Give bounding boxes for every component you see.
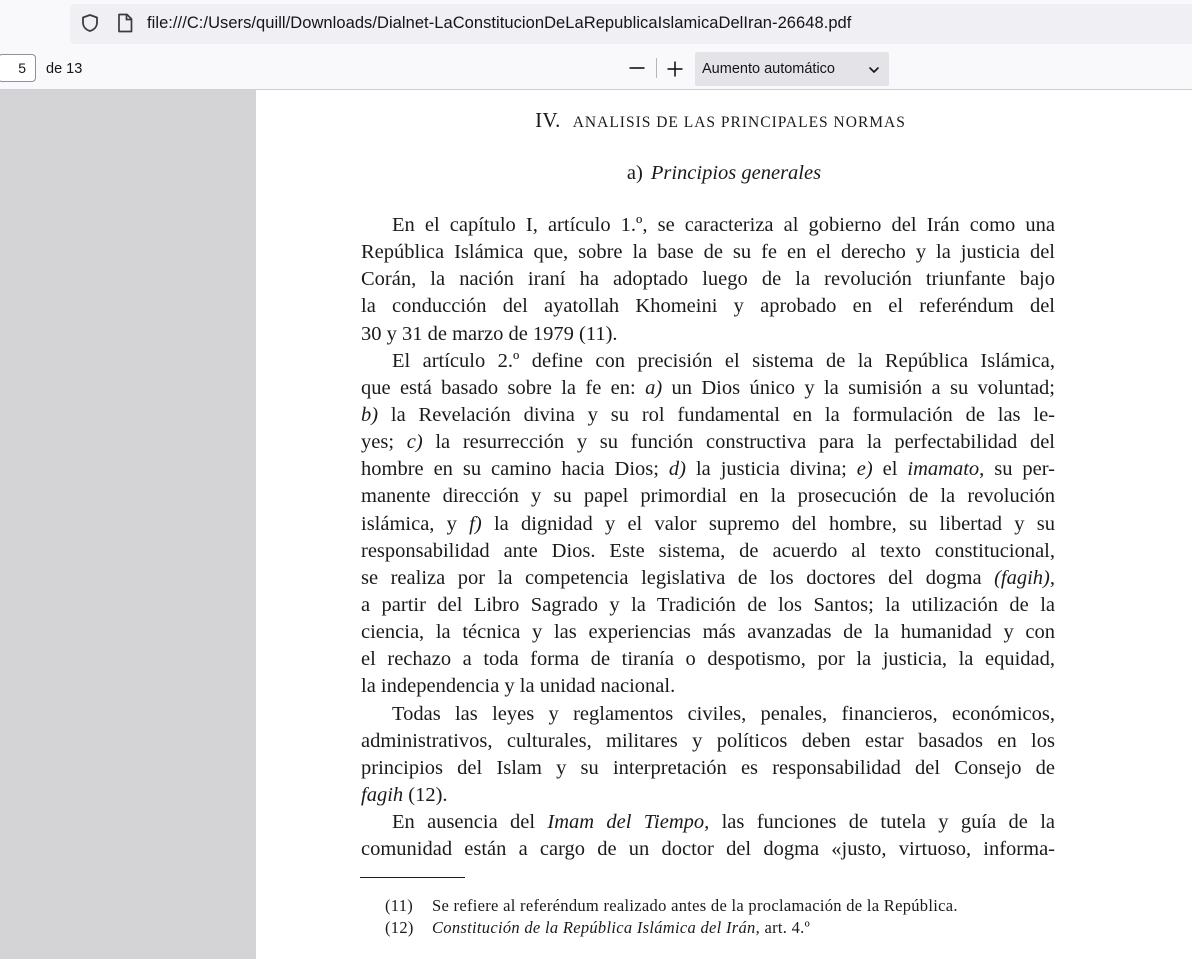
text-line bbox=[361, 429, 1055, 456]
text-line: a partir del Libro Sagrado y la Tradición de los Santos; la utilización de la bbox=[361, 593, 1055, 616]
text-line: manente dirección y su papel primordial en la prosecución de la revolución bbox=[361, 485, 1055, 508]
text-line: la conducción del ayatollah Khomeini y aprobado en el referéndum del bbox=[361, 295, 1055, 318]
text-run: su per- bbox=[984, 458, 1055, 481]
text-run-italic: (fagih), bbox=[994, 566, 1055, 589]
text-line: República Islámica que, sobre la base de su fe en el derecho y la justicia del bbox=[361, 241, 1055, 264]
pdf-page bbox=[256, 90, 1192, 959]
text-run: se realiza por la competencia legislativa de los doctores del dogma bbox=[361, 566, 995, 589]
text-run-italic: a) bbox=[645, 376, 663, 399]
footnote-number: (11) bbox=[385, 896, 414, 915]
subsection-letter: a) bbox=[626, 162, 643, 184]
paragraph-2 bbox=[361, 348, 1055, 701]
text-run: las funciones de tutela y guía de la bbox=[709, 811, 1055, 834]
page-count: de 13 bbox=[46, 61, 83, 77]
text-run-italic: imamato, bbox=[907, 458, 985, 481]
chevron-down-icon bbox=[867, 63, 881, 77]
text-run: (12). bbox=[403, 783, 448, 806]
text-run: el bbox=[872, 458, 908, 481]
text-line: 30 y 31 de marzo de 1979 (11). bbox=[361, 322, 618, 345]
footnote-number: (12) bbox=[385, 918, 414, 937]
footnote-text: art. 4.º bbox=[760, 918, 810, 937]
pdf-toolbar bbox=[0, 48, 1192, 90]
text-run: islámica, y bbox=[361, 512, 470, 535]
text-line: principios del Islam y su interpretación es responsabilidad del Consejo de bbox=[361, 756, 1055, 779]
text-line: ciencia, la técnica y las experiencias más avanzadas de la humanidad y con bbox=[361, 621, 1055, 644]
text-line bbox=[361, 511, 1055, 538]
text-run: un Dios único y la sumisión a su voluntad; bbox=[662, 376, 1055, 399]
text-run: la justicia divina; bbox=[686, 458, 857, 481]
shield-icon[interactable] bbox=[80, 13, 100, 33]
text-run: la Revelación divina y su rol fundamental en la formulación de las le- bbox=[378, 403, 1055, 426]
text-run-italic: c) bbox=[406, 431, 423, 454]
section-heading bbox=[256, 108, 1192, 133]
text-run-italic: fagih bbox=[361, 783, 404, 806]
paragraph-1 bbox=[361, 212, 1055, 348]
paragraph-3 bbox=[361, 701, 1055, 810]
footnote-12 bbox=[385, 917, 1055, 939]
text-run: hombre en su camino hacia Dios; bbox=[361, 458, 669, 481]
url-text[interactable]: file:///C:/Users/quill/Downloads/Dialnet-LaConstitucionDeLaRepublicaIslamicaDelIran-26648.pdf bbox=[147, 14, 852, 32]
text-line: responsabilidad ante Dios. Este sistema, de acuerdo al texto constitucional, bbox=[361, 539, 1055, 562]
text-run-italic: e) bbox=[856, 458, 873, 481]
text-run: yes; bbox=[361, 431, 407, 454]
text-run-italic: Imam del Tiempo, bbox=[547, 811, 710, 834]
page-number-input[interactable] bbox=[0, 54, 36, 82]
text-run: En ausencia del bbox=[392, 811, 548, 834]
text-run-italic: f) bbox=[469, 512, 482, 535]
browser-url-bar bbox=[0, 0, 1192, 48]
text-line: la independencia y la unidad nacional. bbox=[361, 675, 676, 698]
text-run: la resurrección y su función constructiva para la perfectabilidad del bbox=[422, 431, 1055, 454]
zoom-out-button[interactable] bbox=[622, 53, 652, 83]
text-line: En el capítulo I, artículo 1.º, se caracteriza al gobierno del Irán como una bbox=[392, 214, 1055, 236]
text-line: Todas las leyes y reglamentos civiles, penales, financieros, económicos, bbox=[392, 702, 1055, 725]
text-run-italic: d) bbox=[668, 458, 686, 481]
footnotes bbox=[385, 895, 1055, 939]
paragraph-4 bbox=[361, 809, 1055, 863]
zoom-divider bbox=[656, 58, 657, 78]
text-line bbox=[361, 402, 1055, 429]
text-run: que está basado sobre la fe en: bbox=[361, 376, 646, 399]
text-line: Corán, la nación iraní ha adoptado luego de la revolución triunfante bajo bbox=[361, 268, 1055, 291]
text-run: la dignidad y el valor supremo del hombre, su libertad y su bbox=[481, 512, 1056, 535]
document-page-icon bbox=[116, 13, 134, 33]
footnote-11 bbox=[385, 895, 1055, 917]
text-line bbox=[361, 456, 1055, 483]
footnote-separator bbox=[360, 877, 465, 878]
text-line bbox=[361, 782, 1055, 809]
document-body bbox=[361, 212, 1055, 863]
section-title: ANALISIS DE LAS PRINCIPALES NORMAS bbox=[572, 114, 906, 131]
text-line: el rechazo a toda forma de tiranía o despotismo, por la justicia, la equidad, bbox=[361, 648, 1055, 671]
text-line: administrativos, culturales, militares y políticos deben estar basados en los bbox=[361, 729, 1055, 752]
text-line bbox=[361, 809, 1055, 836]
text-line bbox=[361, 375, 1055, 402]
zoom-select-value: Aumento automático bbox=[702, 61, 835, 77]
subsection-title: Principios generales bbox=[650, 162, 822, 184]
text-line: comunidad están a cargo de un doctor del dogma «justo, virtuoso, informa- bbox=[361, 838, 1055, 861]
section-number: IV. bbox=[535, 108, 561, 132]
subsection-heading bbox=[256, 162, 1192, 185]
text-line bbox=[361, 565, 1055, 592]
footnote-text: Se refiere al referéndum realizado antes de la proclamación de la República. bbox=[432, 896, 958, 915]
text-line: El artículo 2.º define con precisión el sistema de la República Islámica, bbox=[392, 349, 1055, 372]
text-run-italic: b) bbox=[361, 403, 379, 426]
zoom-select[interactable] bbox=[695, 52, 889, 86]
footnote-text-italic: Constitución de la República Islámica del Irán, bbox=[432, 918, 761, 937]
zoom-in-button[interactable] bbox=[660, 53, 690, 83]
